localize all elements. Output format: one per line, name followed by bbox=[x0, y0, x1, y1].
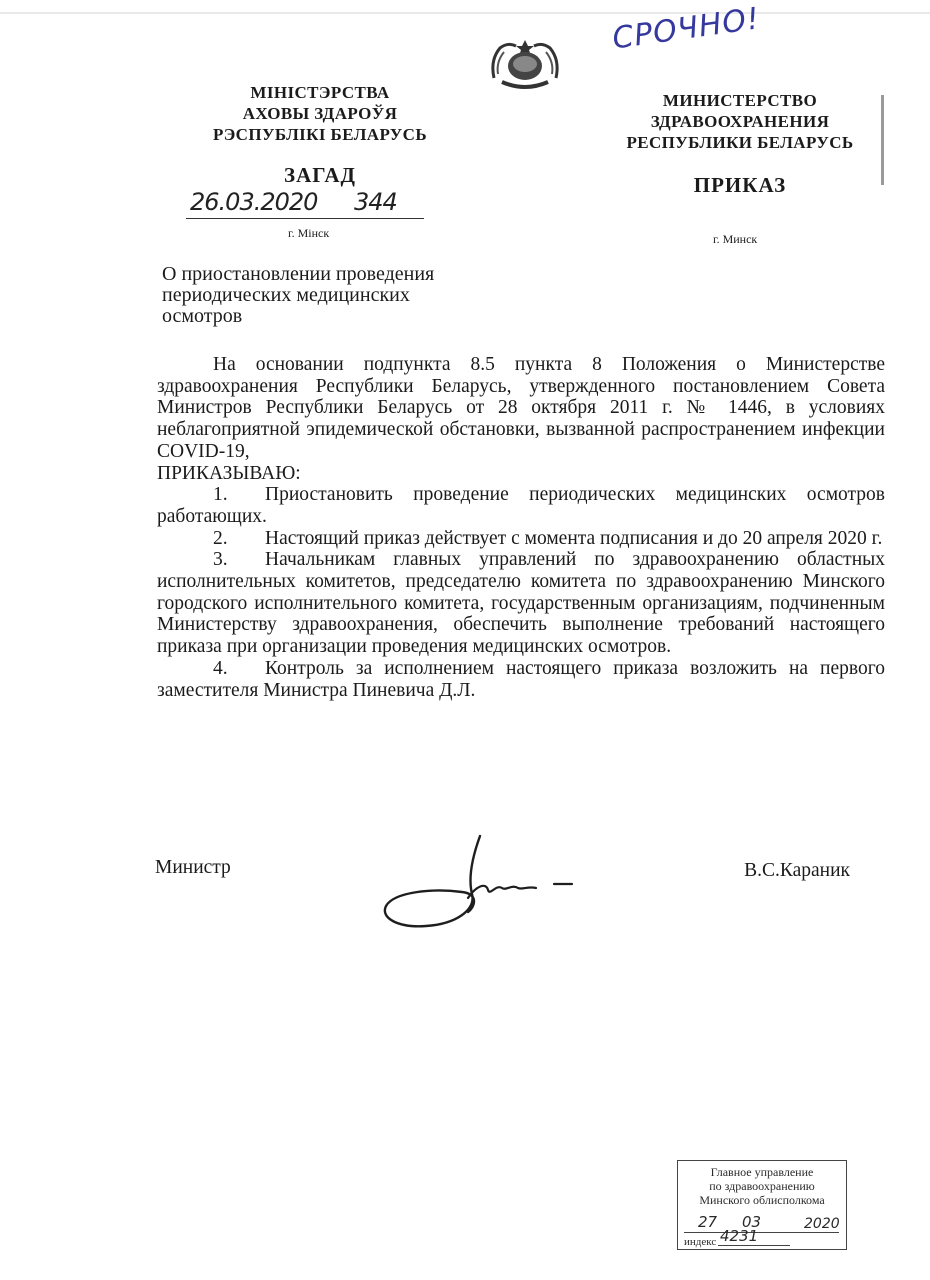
document-body bbox=[157, 354, 885, 701]
order-item: 3. Начальникам главных управлений по здравоохранению областных исполнительных комитетов, председателю комитета по здравоохранению Минского городского исполнительного комитета, государственным организациям, подчиненным Министерству здравоохранения, обеспечить выполнение требований настоящего приказа при организации проведения медицинских осмотров. bbox=[157, 549, 885, 658]
doc-type-by: ЗАГАД bbox=[284, 163, 356, 187]
order-item: 2. Настоящий приказ действует с момента подписания и до 20 апреля 2020 г. bbox=[213, 527, 883, 549]
stamp-index-value: 4231 bbox=[720, 1227, 759, 1245]
signatory-title: Министр bbox=[155, 857, 231, 878]
order-word: ПРИКАЗЫВАЮ: bbox=[157, 462, 301, 484]
stamp-index-label: индекс bbox=[684, 1236, 717, 1248]
order-item: 4. Контроль за исполнением настоящего приказа возложить на первого заместителя Министра Пиневича Д.Л. bbox=[157, 657, 885, 701]
doc-type-ru: ПРИКАЗ bbox=[693, 173, 787, 197]
ministry-name-by: МІНІСТЭРСТВА АХОВЫ ЗДАРОЎЯ РЭСПУБЛІКІ БЕЛАРУСЬ bbox=[212, 83, 428, 144]
registration-number: 344 bbox=[354, 188, 397, 216]
incoming-registration-stamp: Главное управление по здравоохранению Минского облисполкома 27 03 2020 индекс 4231 bbox=[677, 1160, 847, 1250]
city-by: г. Мінск bbox=[288, 226, 330, 240]
scan-edge-top bbox=[0, 12, 930, 14]
order-item: 1. Приостановить проведение периодических медицинских осмотров работающих. bbox=[157, 484, 885, 527]
state-emblem-icon bbox=[486, 38, 564, 90]
document-subject: О приостановлении проведения периодических медицинских осмотров bbox=[162, 263, 435, 327]
signatory-name: В.С.Караник bbox=[744, 860, 850, 881]
header-russian bbox=[610, 90, 870, 198]
registration-line bbox=[186, 188, 424, 219]
ministry-name-ru: МИНИСТЕРСТВО ЗДРАВООХРАНЕНИЯ РЕСПУБЛИКИ БЕЛАРУСЬ bbox=[626, 91, 854, 152]
urgent-handwritten-note: СРОЧНО! bbox=[610, 1, 763, 57]
scan-edge-right bbox=[881, 95, 884, 185]
handwritten-signature bbox=[376, 828, 576, 938]
preamble: На основании подпункта 8.5 пункта 8 Положения о Министерстве здравоохранения Республики Беларусь, утвержденного постановлением Совета Министров Республики Беларусь от 28 октября 2011 г. № 1446, в условиях неблагоприятной эпидемической обстановки, вызванной распространением инфекции COVID-19, bbox=[157, 354, 885, 462]
header-belarusian bbox=[185, 82, 455, 188]
city-ru: г. Минск bbox=[713, 232, 758, 246]
registration-date: 26.03.2020 bbox=[190, 188, 318, 216]
